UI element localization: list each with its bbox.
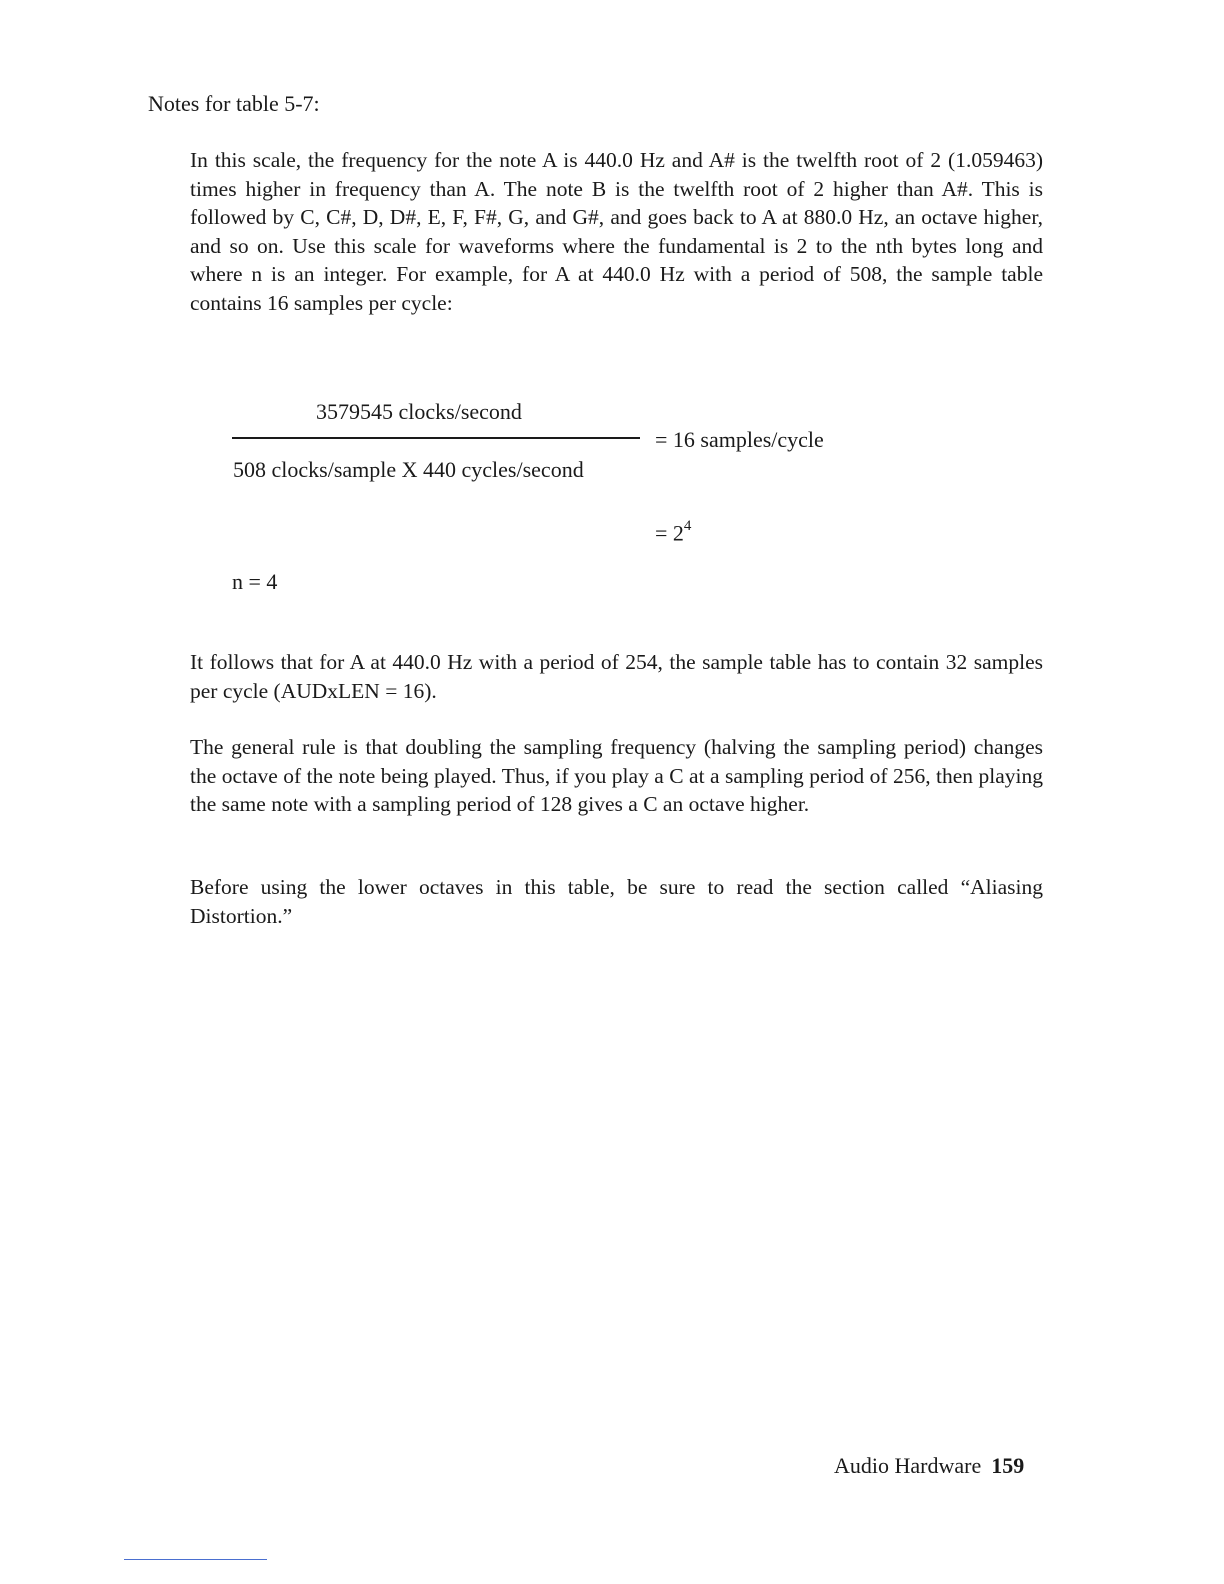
scale-description-paragraph: In this scale, the frequency for the note A is 440.0 Hz and A# is the twelfth root of 2 (1.059463) times higher in frequency than A. The note B is the twelfth root of 2 higher than A#. This is followed by C, C#, D, D#, E, F, F#, G, and G#, and goes back to A at 880.0 Hz, an octave higher, and so on. Use this scale for waveforms where the fundamental is 2 to the nth bytes long and where n is an integer. For example, for A at 440.0 Hz with a period of 508, the sample table contains 16 samples per cycle: bbox=[190, 148, 1043, 315]
power-exponent: 4 bbox=[683, 518, 692, 534]
equation-numerator: 3579545 clocks/second bbox=[316, 399, 522, 424]
footer-section-title: Audio Hardware bbox=[834, 1453, 982, 1478]
power-prefix: = 2 bbox=[655, 520, 684, 546]
n-value: n = 4 bbox=[232, 569, 278, 594]
bottom-rule-line bbox=[124, 1559, 267, 1560]
page-footer bbox=[834, 1450, 1024, 1482]
equation-result: = 16 samples/cycle bbox=[655, 427, 824, 452]
follows-paragraph: It follows that for A at 440.0 Hz with a period of 254, the sample table has to contain 32 samples per cycle (AUDxLEN = 16). bbox=[190, 650, 1043, 703]
equation-power bbox=[655, 512, 691, 549]
page-number: 159 bbox=[991, 1453, 1025, 1478]
notes-heading: Notes for table 5-7: bbox=[148, 91, 320, 116]
equation-denominator: 508 clocks/sample X 440 cycles/second bbox=[233, 457, 584, 482]
fraction-bar bbox=[232, 437, 640, 439]
general-rule-paragraph: The general rule is that doubling the sampling frequency (halving the sampling period) changes the octave of the note being played. Thus, if you play a C at a sampling period of 256, then playing the same note with a sampling period of 128 gives a C an octave higher. bbox=[190, 735, 1043, 816]
aliasing-warning-paragraph: Before using the lower octaves in this table, be sure to read the section called “Aliasing Distortion.” bbox=[190, 875, 1043, 928]
